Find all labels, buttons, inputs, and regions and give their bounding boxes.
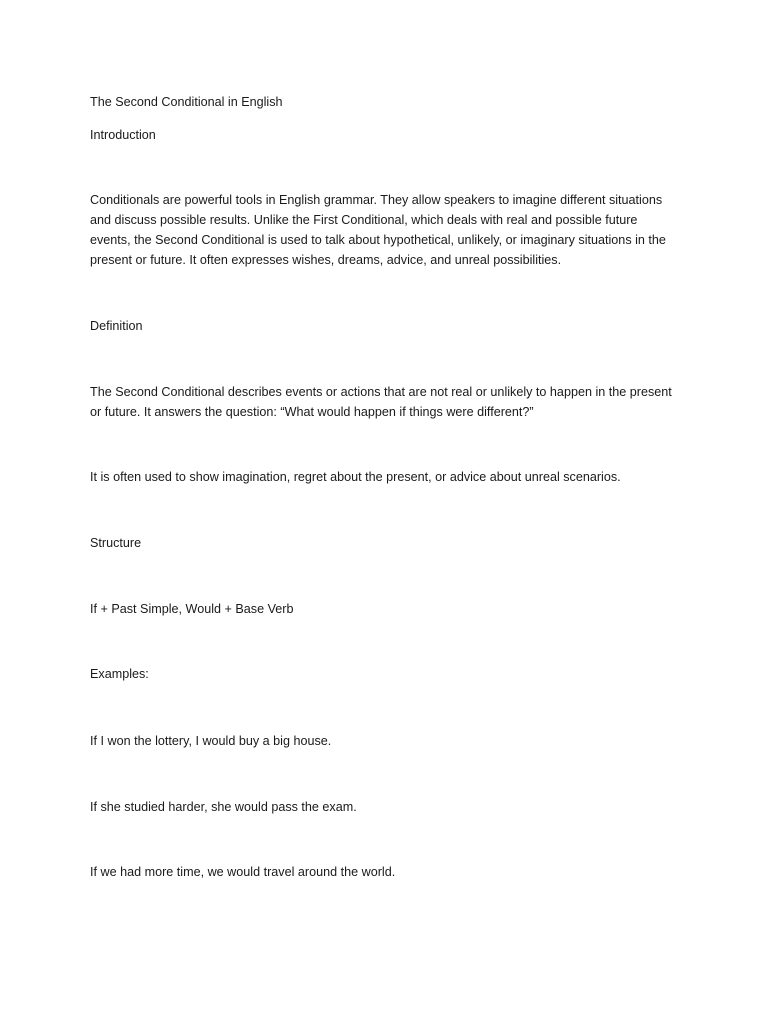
- definition-heading: Definition: [90, 319, 143, 333]
- example-item: If I won the lottery, I would buy a big house.: [90, 734, 332, 748]
- structure-formula: If + Past Simple, Would + Base Verb: [90, 602, 294, 616]
- usage-paragraph: It is often used to show imagination, regret about the present, or advice about unreal scenarios.: [90, 470, 621, 484]
- introduction-paragraph: [90, 190, 690, 270]
- introduction-heading: Introduction: [90, 128, 156, 142]
- examples-heading: Examples:: [90, 667, 149, 681]
- document-title: The Second Conditional in English: [90, 95, 283, 109]
- paragraph-line: present or future. It often expresses wishes, dreams, advice, and unreal possibilities.: [90, 253, 562, 267]
- paragraph-line: Conditionals are powerful tools in English grammar. They allow speakers to imagine different situations: [90, 193, 663, 207]
- paragraph-line: and discuss possible results. Unlike the First Conditional, which deals with real and possible future: [90, 213, 638, 227]
- structure-heading: Structure: [90, 536, 142, 550]
- paragraph-line: events, the Second Conditional is used to talk about hypothetical, unlikely, or imaginary situations in the: [90, 233, 666, 247]
- example-item: If we had more time, we would travel around the world.: [90, 865, 396, 879]
- example-item: If she studied harder, she would pass the exam.: [90, 800, 357, 814]
- paragraph-line: The Second Conditional describes events or actions that are not real or unlikely to happen in the present: [90, 385, 672, 399]
- definition-paragraph: [90, 382, 690, 422]
- paragraph-line: or future. It answers the question: “What would happen if things were different?”: [90, 405, 534, 419]
